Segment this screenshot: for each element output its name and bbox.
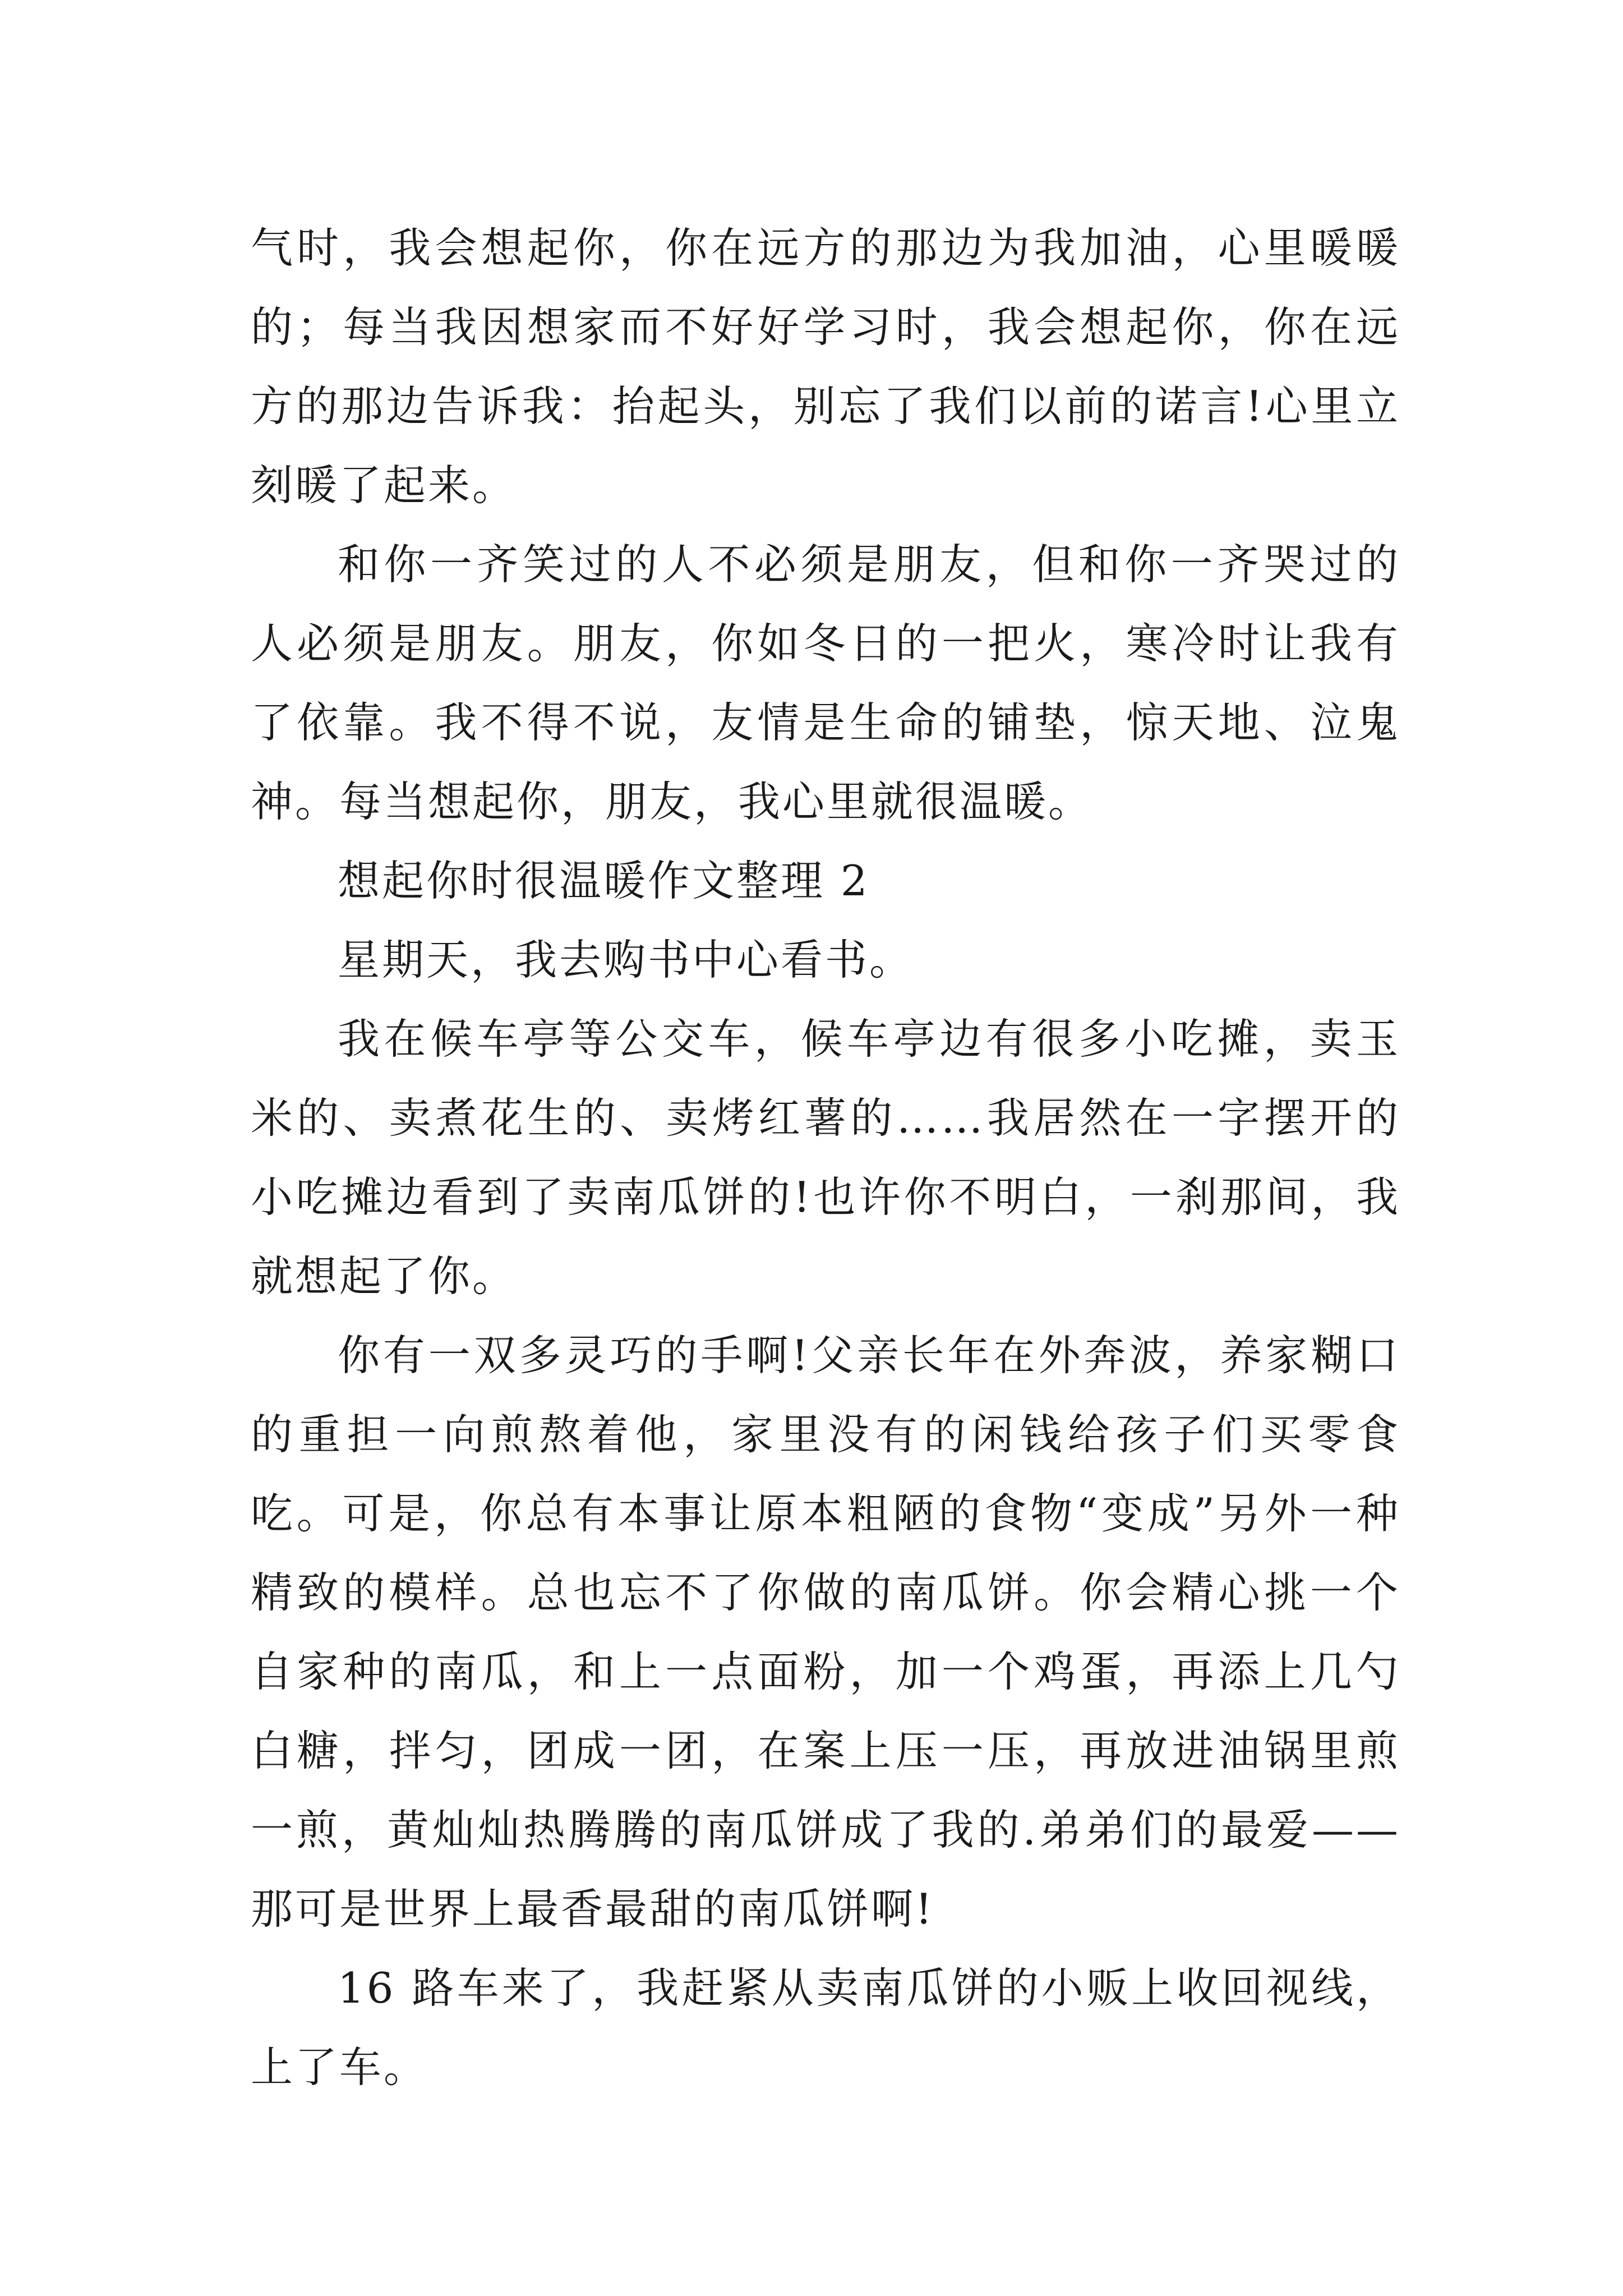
paragraph-continuation: 气时，我会想起你，你在远方的那边为我加油，心里暖暖的；每当我因想家而不好好学习时，我会想起你，你在远方的那边告诉我：抬起头，别忘了我们以前的诺言!心里立刻暖了起来。 [251, 223, 1400, 510]
paragraph-sunday: 星期天，我去购书中心看书。 [338, 935, 914, 984]
document-body [251, 209, 1400, 2107]
paragraph-bus-arrives: 16 路车来了，我赶紧从卖南瓜饼的小贩上收回视线，上了车。 [251, 1963, 1400, 2092]
paragraph-bus-stop: 我在候车亭等公交车，候车亭边有很多小吃摊，卖玉米的、卖煮花生的、卖烤红薯的……我居然在一字摆开的小吃摊边看到了卖南瓜饼的!也许你不明白，一刹那间，我就想起了你。 [251, 1014, 1400, 1301]
section-title: 想起你时很温暖作文整理 2 [338, 856, 870, 905]
paragraph-pumpkin-cake: 你有一双多灵巧的手啊!父亲长年在外奔波，养家糊口的重担一向煎熬着他，家里没有的闲钱给孩子们买零食吃。可是，你总有本事让原本粗陋的食物“变成”另外一种精致的模样。总也忘不了你做的南瓜饼。你会精心挑一个自家种的南瓜，和上一点面粉，加一个鸡蛋，再添上几勺白糖，拌匀，团成一团，在案上压一压，再放进油锅里煎一煎，黄灿灿热腾腾的南瓜饼成了我的.弟弟们的最爱——那可是世界上最香最甜的南瓜饼啊! [251, 1331, 1400, 1934]
paragraph-friendship: 和你一齐笑过的人不必须是朋友，但和你一齐哭过的人必须是朋友。朋友，你如冬日的一把火，寒冷时让我有了依靠。我不得不说，友情是生命的铺垫，惊天地、泣鬼神。每当想起你，朋友，我心里就很温暖。 [251, 540, 1400, 826]
